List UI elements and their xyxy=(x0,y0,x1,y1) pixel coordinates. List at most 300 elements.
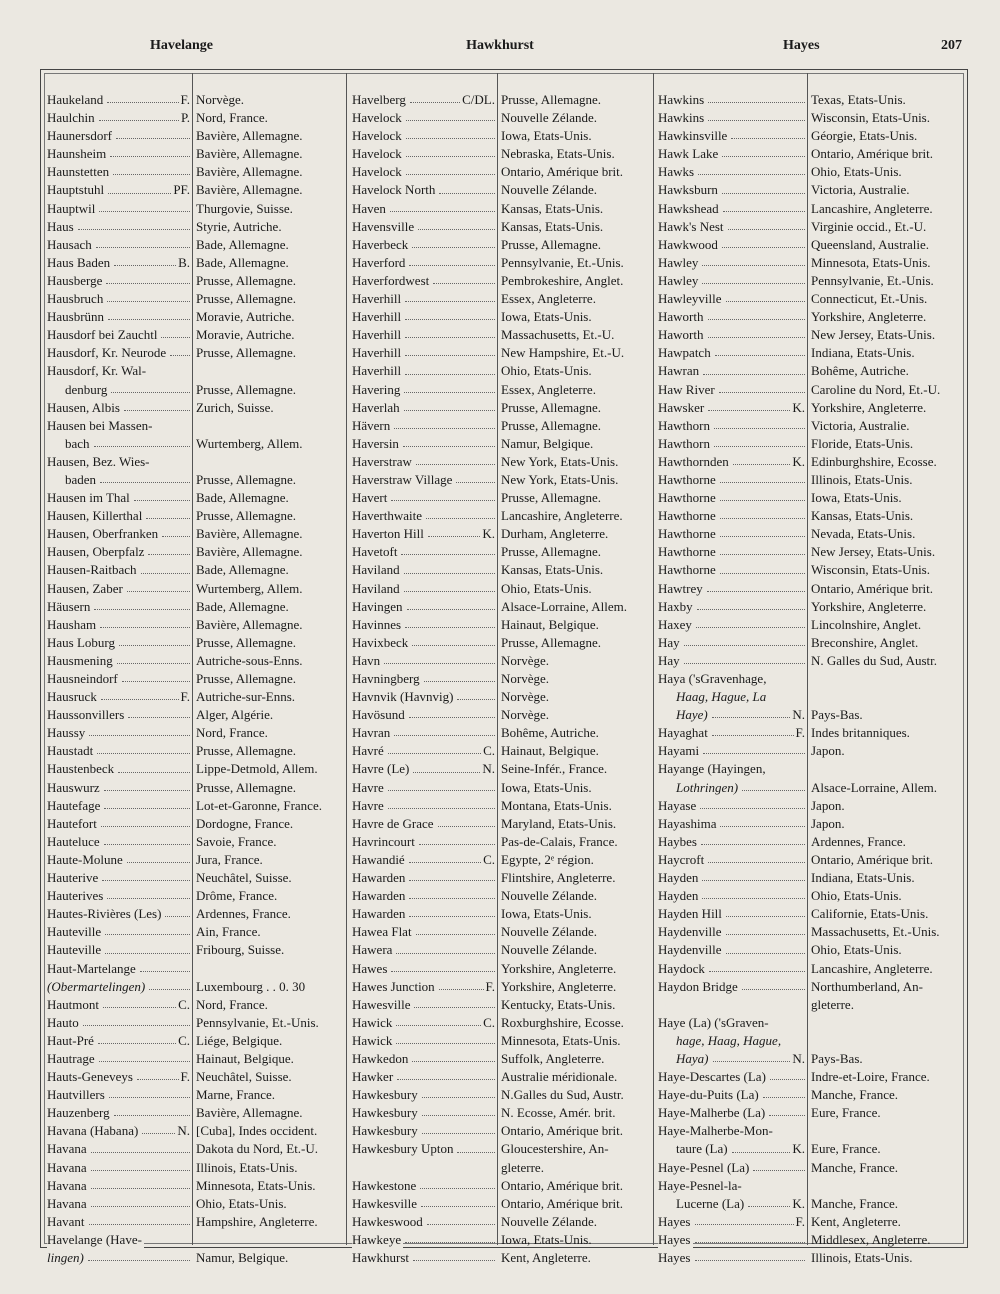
place-name-cell xyxy=(352,1140,497,1158)
gazetteer-entry xyxy=(658,344,963,362)
place-name-cell xyxy=(658,760,807,778)
leader-dots xyxy=(701,833,805,845)
leader-dots xyxy=(709,960,805,972)
leader-dots xyxy=(113,163,190,175)
gazetteer-entry xyxy=(47,344,344,362)
gazetteer-entry xyxy=(658,1032,963,1050)
leader-dots xyxy=(388,797,495,809)
region-name: Pays-Bas. xyxy=(811,707,863,723)
leader-dots xyxy=(114,254,176,266)
leader-dots xyxy=(428,525,481,537)
place-name-cell xyxy=(47,996,192,1014)
leader-dots xyxy=(753,1159,805,1171)
gazetteer-entry xyxy=(47,362,344,380)
gazetteer-entry xyxy=(352,996,651,1014)
place-name: Hausen, Oberpfalz xyxy=(47,543,146,561)
leader-dots xyxy=(406,145,495,157)
gazetteer-entry xyxy=(352,145,651,163)
place-name-cell xyxy=(47,399,192,417)
leader-dots xyxy=(722,145,805,157)
leader-dots xyxy=(106,272,190,284)
leader-dots xyxy=(695,1249,806,1261)
gazetteer-entry xyxy=(352,91,651,109)
region-name: Moravie, Autriche. xyxy=(196,327,295,343)
gazetteer-entry xyxy=(658,272,963,290)
leader-dots xyxy=(726,905,805,917)
leader-dots xyxy=(426,507,495,519)
gazetteer-entry xyxy=(47,1213,344,1231)
region-name: Prusse, Allemagne. xyxy=(501,399,602,415)
place-name-cell xyxy=(658,1177,807,1195)
place-name-cell xyxy=(658,833,807,851)
place-name-cell xyxy=(47,688,192,706)
leader-dots xyxy=(457,1140,495,1152)
region-name: Norvège. xyxy=(196,92,245,107)
station-code: B. xyxy=(178,254,192,272)
gazetteer-entry xyxy=(658,1177,963,1195)
leader-dots xyxy=(702,272,805,284)
place-name: Haverbeck xyxy=(352,236,410,254)
leader-dots xyxy=(91,1140,190,1152)
place-name-cell xyxy=(658,326,807,344)
leader-dots xyxy=(708,399,790,411)
place-name-cell xyxy=(47,724,192,742)
region-name: Bade, Allemagne. xyxy=(196,236,289,252)
place-name: Hausdorf, Kr. Wal- xyxy=(47,362,148,380)
region-name: New Jersey, Etats-Unis. xyxy=(811,327,936,343)
gazetteer-entry xyxy=(47,181,344,199)
place-name: Hayden Hill xyxy=(658,905,724,923)
place-name-cell xyxy=(658,1231,807,1249)
place-name-cell xyxy=(47,1104,192,1122)
gazetteer-entry xyxy=(352,634,651,652)
leader-dots xyxy=(439,978,484,990)
gazetteer-entry xyxy=(47,598,344,616)
place-name: Haverthwaite xyxy=(352,507,424,525)
leader-dots xyxy=(122,670,190,682)
gazetteer-entry xyxy=(47,561,344,579)
place-name-cell xyxy=(658,742,807,760)
station-code: C. xyxy=(483,851,497,869)
region-name: Indre-et-Loire, France. xyxy=(811,1069,930,1085)
place-name-cell xyxy=(352,200,497,218)
place-name-cell xyxy=(658,145,807,163)
gazetteer-entry xyxy=(352,1122,651,1140)
region-name: Prusse, Allemagne. xyxy=(196,381,297,397)
station-code: N. xyxy=(177,1122,192,1140)
place-name: Haydon Bridge xyxy=(658,978,740,996)
place-name-cell xyxy=(352,706,497,724)
gazetteer-entry xyxy=(352,1140,651,1158)
leader-dots xyxy=(698,163,805,175)
gazetteer-entry xyxy=(47,978,344,996)
place-name-cell xyxy=(47,616,192,634)
region-name: Prusse, Allemagne. xyxy=(501,236,602,252)
place-name-cell xyxy=(658,616,807,634)
place-name: Havelock xyxy=(352,109,404,127)
place-name-cell xyxy=(352,797,497,815)
place-name-cell xyxy=(658,905,807,923)
place-name: Havering xyxy=(352,381,402,399)
place-name: Hausen, Killerthal xyxy=(47,507,144,525)
place-name: Haye-Pesnel (La) xyxy=(658,1159,751,1177)
place-name: Hawthorne xyxy=(658,561,718,579)
region-name: Prusse, Allemagne. xyxy=(501,92,602,107)
leader-dots xyxy=(410,91,460,103)
gazetteer-entry xyxy=(658,797,963,815)
gazetteer-entry xyxy=(658,706,963,724)
gazetteer-entry xyxy=(658,127,963,145)
region-name: Yorkshire, Angleterre. xyxy=(811,309,927,325)
place-name-cell xyxy=(47,507,192,525)
place-name: Hayes xyxy=(658,1249,693,1267)
gazetteer-entry xyxy=(658,525,963,543)
leader-dots xyxy=(413,1249,495,1261)
place-name: Hausbrünn xyxy=(47,308,106,326)
place-name-cell xyxy=(47,471,192,489)
region-name: Norvège. xyxy=(501,707,550,723)
region-name: Prusse, Allemagne. xyxy=(196,743,297,759)
place-name-cell xyxy=(47,362,192,380)
leader-dots xyxy=(109,1086,190,1098)
place-name-cell xyxy=(352,507,497,525)
gazetteer-entry xyxy=(352,670,651,688)
place-name-cell xyxy=(47,815,192,833)
place-name-cell xyxy=(352,381,497,399)
place-name-cell xyxy=(47,236,192,254)
leader-dots xyxy=(407,598,495,610)
leader-dots xyxy=(726,941,805,953)
leader-dots xyxy=(114,1104,190,1116)
gazetteer-entry xyxy=(658,923,963,941)
place-name-cell xyxy=(352,1050,497,1068)
place-name: Hausen, Bez. Wies- xyxy=(47,453,151,471)
gazetteer-entry xyxy=(352,344,651,362)
leader-dots xyxy=(146,507,190,519)
gazetteer-entry xyxy=(352,200,651,218)
region-name: Nouvelle Zélande. xyxy=(501,110,598,126)
station-code: C. xyxy=(178,1032,192,1050)
place-name-cell xyxy=(352,362,497,380)
leader-dots xyxy=(162,525,190,537)
region-name: Nouvelle Zélande. xyxy=(501,924,598,940)
gazetteer-entry xyxy=(658,218,963,236)
gazetteer-entry xyxy=(352,1195,651,1213)
region-name: Eure, France. xyxy=(811,1105,881,1121)
leader-dots xyxy=(720,471,805,483)
region-name: Norvège. xyxy=(501,689,550,705)
gazetteer-entry xyxy=(47,543,344,561)
leader-dots xyxy=(405,616,495,628)
place-name-cell xyxy=(658,1050,807,1068)
region-name: Suffolk, Angleterre. xyxy=(501,1050,605,1066)
region-name: Drôme, France. xyxy=(196,888,278,904)
leader-dots xyxy=(720,815,805,827)
region-name: Bavière, Allemagne. xyxy=(196,146,303,162)
station-code: K. xyxy=(792,399,807,417)
gazetteer-entry xyxy=(47,1140,344,1158)
region-name: Eure, France. xyxy=(811,1141,881,1157)
place-name-cell xyxy=(352,869,497,887)
region-name: Edinburghshire, Ecosse. xyxy=(811,453,937,469)
region-name: Queensland, Australie. xyxy=(811,236,930,252)
gazetteer-entry xyxy=(658,580,963,598)
leader-dots xyxy=(94,598,190,610)
place-name-cell xyxy=(352,688,497,706)
gazetteer-entry xyxy=(352,1014,651,1032)
station-code: K. xyxy=(792,453,807,471)
leader-dots xyxy=(684,652,805,664)
region-name: Ontario, Amérique brit. xyxy=(501,1123,624,1139)
place-name-cell xyxy=(47,1068,192,1086)
region-name: Iowa, Etats-Unis. xyxy=(501,906,592,922)
place-name: Haworth xyxy=(658,308,706,326)
gazetteer-entry xyxy=(47,887,344,905)
region-name: Ontario, Amérique brit. xyxy=(501,1177,624,1193)
gazetteer-entry xyxy=(658,471,963,489)
place-name: Hawran xyxy=(658,362,701,380)
place-name-cell xyxy=(658,670,807,688)
place-name-cell xyxy=(47,978,192,996)
place-name-cell xyxy=(658,815,807,833)
place-name: Lothringen) xyxy=(676,779,740,797)
gazetteer-entry xyxy=(47,381,344,399)
region-name: Floride, Etats-Unis. xyxy=(811,435,914,451)
gazetteer-entry xyxy=(658,399,963,417)
place-name: Hayden xyxy=(658,869,700,887)
region-name: Bavière, Allemagne. xyxy=(196,128,303,144)
place-name: Haybes xyxy=(658,833,699,851)
gazetteer-entry xyxy=(658,760,963,778)
place-name: Hawthornden xyxy=(658,453,731,471)
gazetteer-entry xyxy=(47,453,344,471)
place-name-cell xyxy=(658,1104,807,1122)
gazetteer-entry xyxy=(47,580,344,598)
region-name: Lincolnshire, Anglet. xyxy=(811,616,922,632)
gazetteer-entry xyxy=(658,435,963,453)
place-name-cell xyxy=(47,272,192,290)
gazetteer-entry xyxy=(352,760,651,778)
region-name: N. Ecosse, Amér. brit. xyxy=(501,1105,616,1121)
leader-dots xyxy=(89,724,190,736)
region-name: Illinois, Etats-Unis. xyxy=(196,1159,298,1175)
place-name: Haus Baden xyxy=(47,254,112,272)
place-name: Haverhill xyxy=(352,362,403,380)
gazetteer-entry xyxy=(352,869,651,887)
gazetteer-entry xyxy=(47,127,344,145)
place-name-cell xyxy=(658,471,807,489)
gazetteer-entry xyxy=(47,1014,344,1032)
leader-dots xyxy=(418,218,495,230)
region-name: Kent, Angleterre. xyxy=(501,1250,591,1265)
place-name: Haye-Pesnel-la- xyxy=(658,1177,744,1195)
region-name: Norvège. xyxy=(501,652,550,668)
leader-dots xyxy=(424,670,495,682)
leader-dots xyxy=(695,1231,806,1243)
region-name: Nord, France. xyxy=(196,110,268,126)
place-name: Havelange (Have- xyxy=(47,1231,144,1249)
gazetteer-entry xyxy=(658,996,963,1014)
place-name-cell xyxy=(658,399,807,417)
place-name: Havrincourt xyxy=(352,833,417,851)
place-name: Havetoft xyxy=(352,543,399,561)
region-name: Montana, Etats-Unis. xyxy=(501,797,612,813)
gazetteer-entry xyxy=(352,1050,651,1068)
place-name-cell xyxy=(352,760,497,778)
region-name: Ardennes, France. xyxy=(811,833,906,849)
place-name-cell xyxy=(352,453,497,471)
place-name-cell xyxy=(352,399,497,417)
region-name: Pas-de-Calais, France. xyxy=(501,833,618,849)
region-name: Illinois, Etats-Unis. xyxy=(811,471,913,487)
place-name: Hausdorf bei Zauchtl xyxy=(47,326,159,344)
place-name: Haus xyxy=(47,218,76,236)
region-name: Prusse, Allemagne. xyxy=(501,544,602,560)
gazetteer-entry xyxy=(47,326,344,344)
station-code: K. xyxy=(792,1140,807,1158)
gazetteer-entry xyxy=(47,742,344,760)
place-name: Haustadt xyxy=(47,742,95,760)
place-name-cell xyxy=(658,652,807,670)
region-name xyxy=(192,362,344,380)
place-name: Haye (La) ('sGraven- xyxy=(658,1014,771,1032)
place-name-cell xyxy=(352,724,497,742)
place-name-cell xyxy=(352,218,497,236)
gazetteer-entry xyxy=(352,833,651,851)
leader-dots xyxy=(404,561,495,573)
gazetteer-entry xyxy=(658,1068,963,1086)
place-name: Hausneindorf xyxy=(47,670,120,688)
place-name-cell xyxy=(352,887,497,905)
gazetteer-entry xyxy=(352,1159,651,1177)
place-name xyxy=(352,1159,354,1177)
place-name: Hawkesbury xyxy=(352,1104,420,1122)
gazetteer-entry xyxy=(658,652,963,670)
gazetteer-entry xyxy=(352,706,651,724)
gazetteer-entry xyxy=(352,290,651,308)
place-name-cell xyxy=(47,543,192,561)
region-name: Caroline du Nord, Et.-U. xyxy=(811,381,941,397)
place-name-cell xyxy=(658,543,807,561)
place-name-cell xyxy=(352,91,497,109)
region-name: Australie méridionale. xyxy=(501,1069,618,1085)
gazetteer-entry xyxy=(47,145,344,163)
place-name: Hausen bei Massen- xyxy=(47,417,154,435)
leader-dots xyxy=(715,344,805,356)
place-name-cell xyxy=(352,941,497,959)
place-name-cell xyxy=(352,996,497,1014)
gazetteer-entry xyxy=(47,507,344,525)
place-name-cell xyxy=(352,1086,497,1104)
leader-dots xyxy=(409,905,495,917)
leader-dots xyxy=(420,1177,495,1189)
gazetteer-entry xyxy=(658,362,963,380)
gazetteer-entry xyxy=(352,254,651,272)
place-name-cell xyxy=(352,1213,497,1231)
leader-dots xyxy=(433,272,495,284)
leader-dots xyxy=(401,543,495,555)
region-name: Autriche-sur-Enns. xyxy=(196,689,296,705)
place-name-cell xyxy=(658,561,807,579)
place-name-cell xyxy=(658,580,807,598)
place-name: Hauts-Geneveys xyxy=(47,1068,135,1086)
gazetteer-entry xyxy=(658,109,963,127)
place-name: Haverhill xyxy=(352,308,403,326)
place-name-cell xyxy=(47,1140,192,1158)
place-name-cell xyxy=(352,1032,497,1050)
region-name xyxy=(192,417,344,435)
gazetteer-entry xyxy=(47,1068,344,1086)
gazetteer-entry xyxy=(47,760,344,778)
region-name: Thurgovie, Suisse. xyxy=(196,200,293,216)
region-name: Luxembourg . . 0. 30 xyxy=(196,978,306,994)
place-name-cell xyxy=(47,561,192,579)
place-name: Hayes xyxy=(658,1213,693,1231)
place-name-cell xyxy=(47,706,192,724)
place-name-cell xyxy=(47,91,192,109)
gazetteer-entry xyxy=(352,616,651,634)
region-name: Iowa, Etats-Unis. xyxy=(811,490,902,506)
place-name-cell xyxy=(352,923,497,941)
place-name-cell xyxy=(352,145,497,163)
region-name: Yorkshire, Angleterre. xyxy=(811,598,927,614)
place-name: Hawks xyxy=(658,163,696,181)
place-name-cell xyxy=(47,254,192,272)
gazetteer-entry xyxy=(658,1249,963,1267)
region-name: New Hampshire, Et.-U. xyxy=(501,345,625,361)
place-name: Hawkesbury Upton xyxy=(352,1140,455,1158)
place-name-cell xyxy=(352,1249,497,1267)
place-name-cell xyxy=(352,905,497,923)
leader-dots xyxy=(391,960,495,972)
region-name: Moravie, Autriche. xyxy=(196,309,295,325)
station-code: F. xyxy=(181,688,192,706)
station-code: N. xyxy=(792,706,807,724)
place-name-cell xyxy=(658,344,807,362)
region-name: Gloucestershire, An- xyxy=(501,1141,609,1157)
gazetteer-entry xyxy=(47,996,344,1014)
place-name-cell xyxy=(47,1231,192,1249)
region-name: Prusse, Allemagne. xyxy=(196,272,297,288)
place-name: Hawkestone xyxy=(352,1177,418,1195)
leader-dots xyxy=(142,1122,175,1134)
region-name: Géorgie, Etats-Unis. xyxy=(811,128,918,144)
place-name: Hauptwil xyxy=(47,200,97,218)
gazetteer-entry xyxy=(658,1122,963,1140)
gazetteer-entry xyxy=(658,308,963,326)
place-name: Havösund xyxy=(352,706,407,724)
leader-dots xyxy=(695,1213,794,1225)
gazetteer-entry xyxy=(658,887,963,905)
leader-dots xyxy=(127,580,190,592)
gazetteer-entry xyxy=(352,941,651,959)
place-name: Hawarden xyxy=(352,869,407,887)
leader-dots xyxy=(419,833,495,845)
leader-dots xyxy=(91,1177,190,1189)
gazetteer-entry xyxy=(352,399,651,417)
place-name-cell xyxy=(47,905,192,923)
leader-dots xyxy=(78,218,190,230)
place-name: Haverfordwest xyxy=(352,272,431,290)
place-name-cell xyxy=(47,1032,192,1050)
place-name-cell xyxy=(658,887,807,905)
region-name: New Jersey, Etats-Unis. xyxy=(811,544,936,560)
place-name-cell xyxy=(658,797,807,815)
place-name: Haag, Hague, La xyxy=(676,688,768,706)
region-name: Ohio, Etats-Unis. xyxy=(811,942,902,958)
region-name: Ohio, Etats-Unis. xyxy=(811,164,902,180)
place-name: Havre (Le) xyxy=(352,760,411,778)
